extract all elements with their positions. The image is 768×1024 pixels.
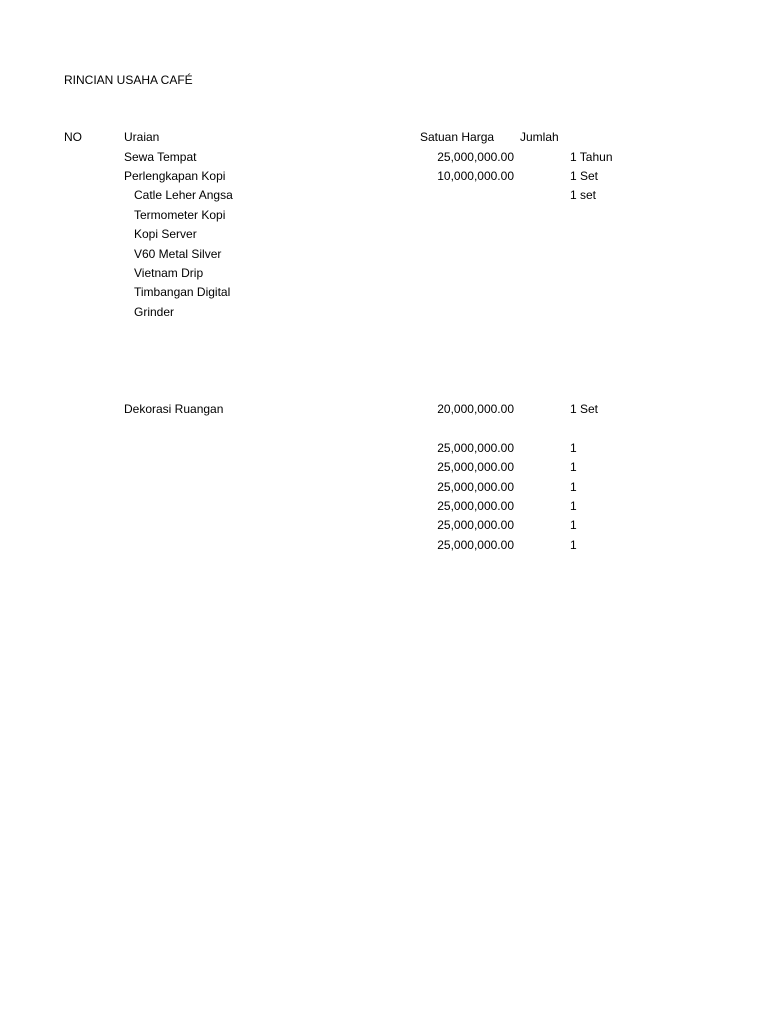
row-harga: 20,000,000.00 — [437, 402, 514, 416]
row-uraian: V60 Metal Silver — [134, 247, 222, 261]
row-jumlah: 1 — [570, 441, 577, 455]
row-uraian: Grinder — [134, 305, 175, 319]
row-uraian: Kopi Server — [134, 227, 197, 241]
document-title: RINCIAN USAHA CAFÉ — [64, 73, 193, 87]
row-jumlah: 1 set — [570, 188, 597, 202]
header-jumlah: Jumlah — [520, 130, 559, 144]
row-jumlah: 1 Set — [570, 402, 599, 416]
row-jumlah: 1 — [570, 499, 577, 513]
header-uraian: Uraian — [124, 130, 160, 144]
header-no: NO — [64, 130, 82, 144]
row-harga: 25,000,000.00 — [437, 480, 514, 494]
row-jumlah: 1 — [570, 460, 577, 474]
row-harga: 25,000,000.00 — [437, 460, 514, 474]
row-jumlah: 1 Set — [570, 169, 599, 183]
row-harga: 25,000,000.00 — [437, 441, 514, 455]
row-harga: 25,000,000.00 — [437, 538, 514, 552]
row-harga: 25,000,000.00 — [437, 150, 514, 164]
row-harga: 10,000,000.00 — [437, 169, 514, 183]
row-jumlah: 1 — [570, 538, 577, 552]
row-uraian: Sewa Tempat — [124, 150, 197, 164]
row-uraian: Catle Leher Angsa — [134, 188, 233, 202]
row-jumlah: 1 — [570, 480, 577, 494]
row-uraian: Perlengkapan Kopi — [124, 169, 226, 183]
row-uraian: Vietnam Drip — [134, 266, 204, 280]
row-uraian: Termometer Kopi — [134, 208, 226, 222]
row-harga: 25,000,000.00 — [437, 518, 514, 532]
row-jumlah: 1 Tahun — [570, 150, 613, 164]
row-jumlah: 1 — [570, 518, 577, 532]
row-harga: 25,000,000.00 — [437, 499, 514, 513]
header-satuan-harga: Satuan Harga — [420, 130, 495, 144]
row-uraian: Dekorasi Ruangan — [124, 402, 224, 416]
row-uraian: Timbangan Digital — [134, 285, 231, 299]
